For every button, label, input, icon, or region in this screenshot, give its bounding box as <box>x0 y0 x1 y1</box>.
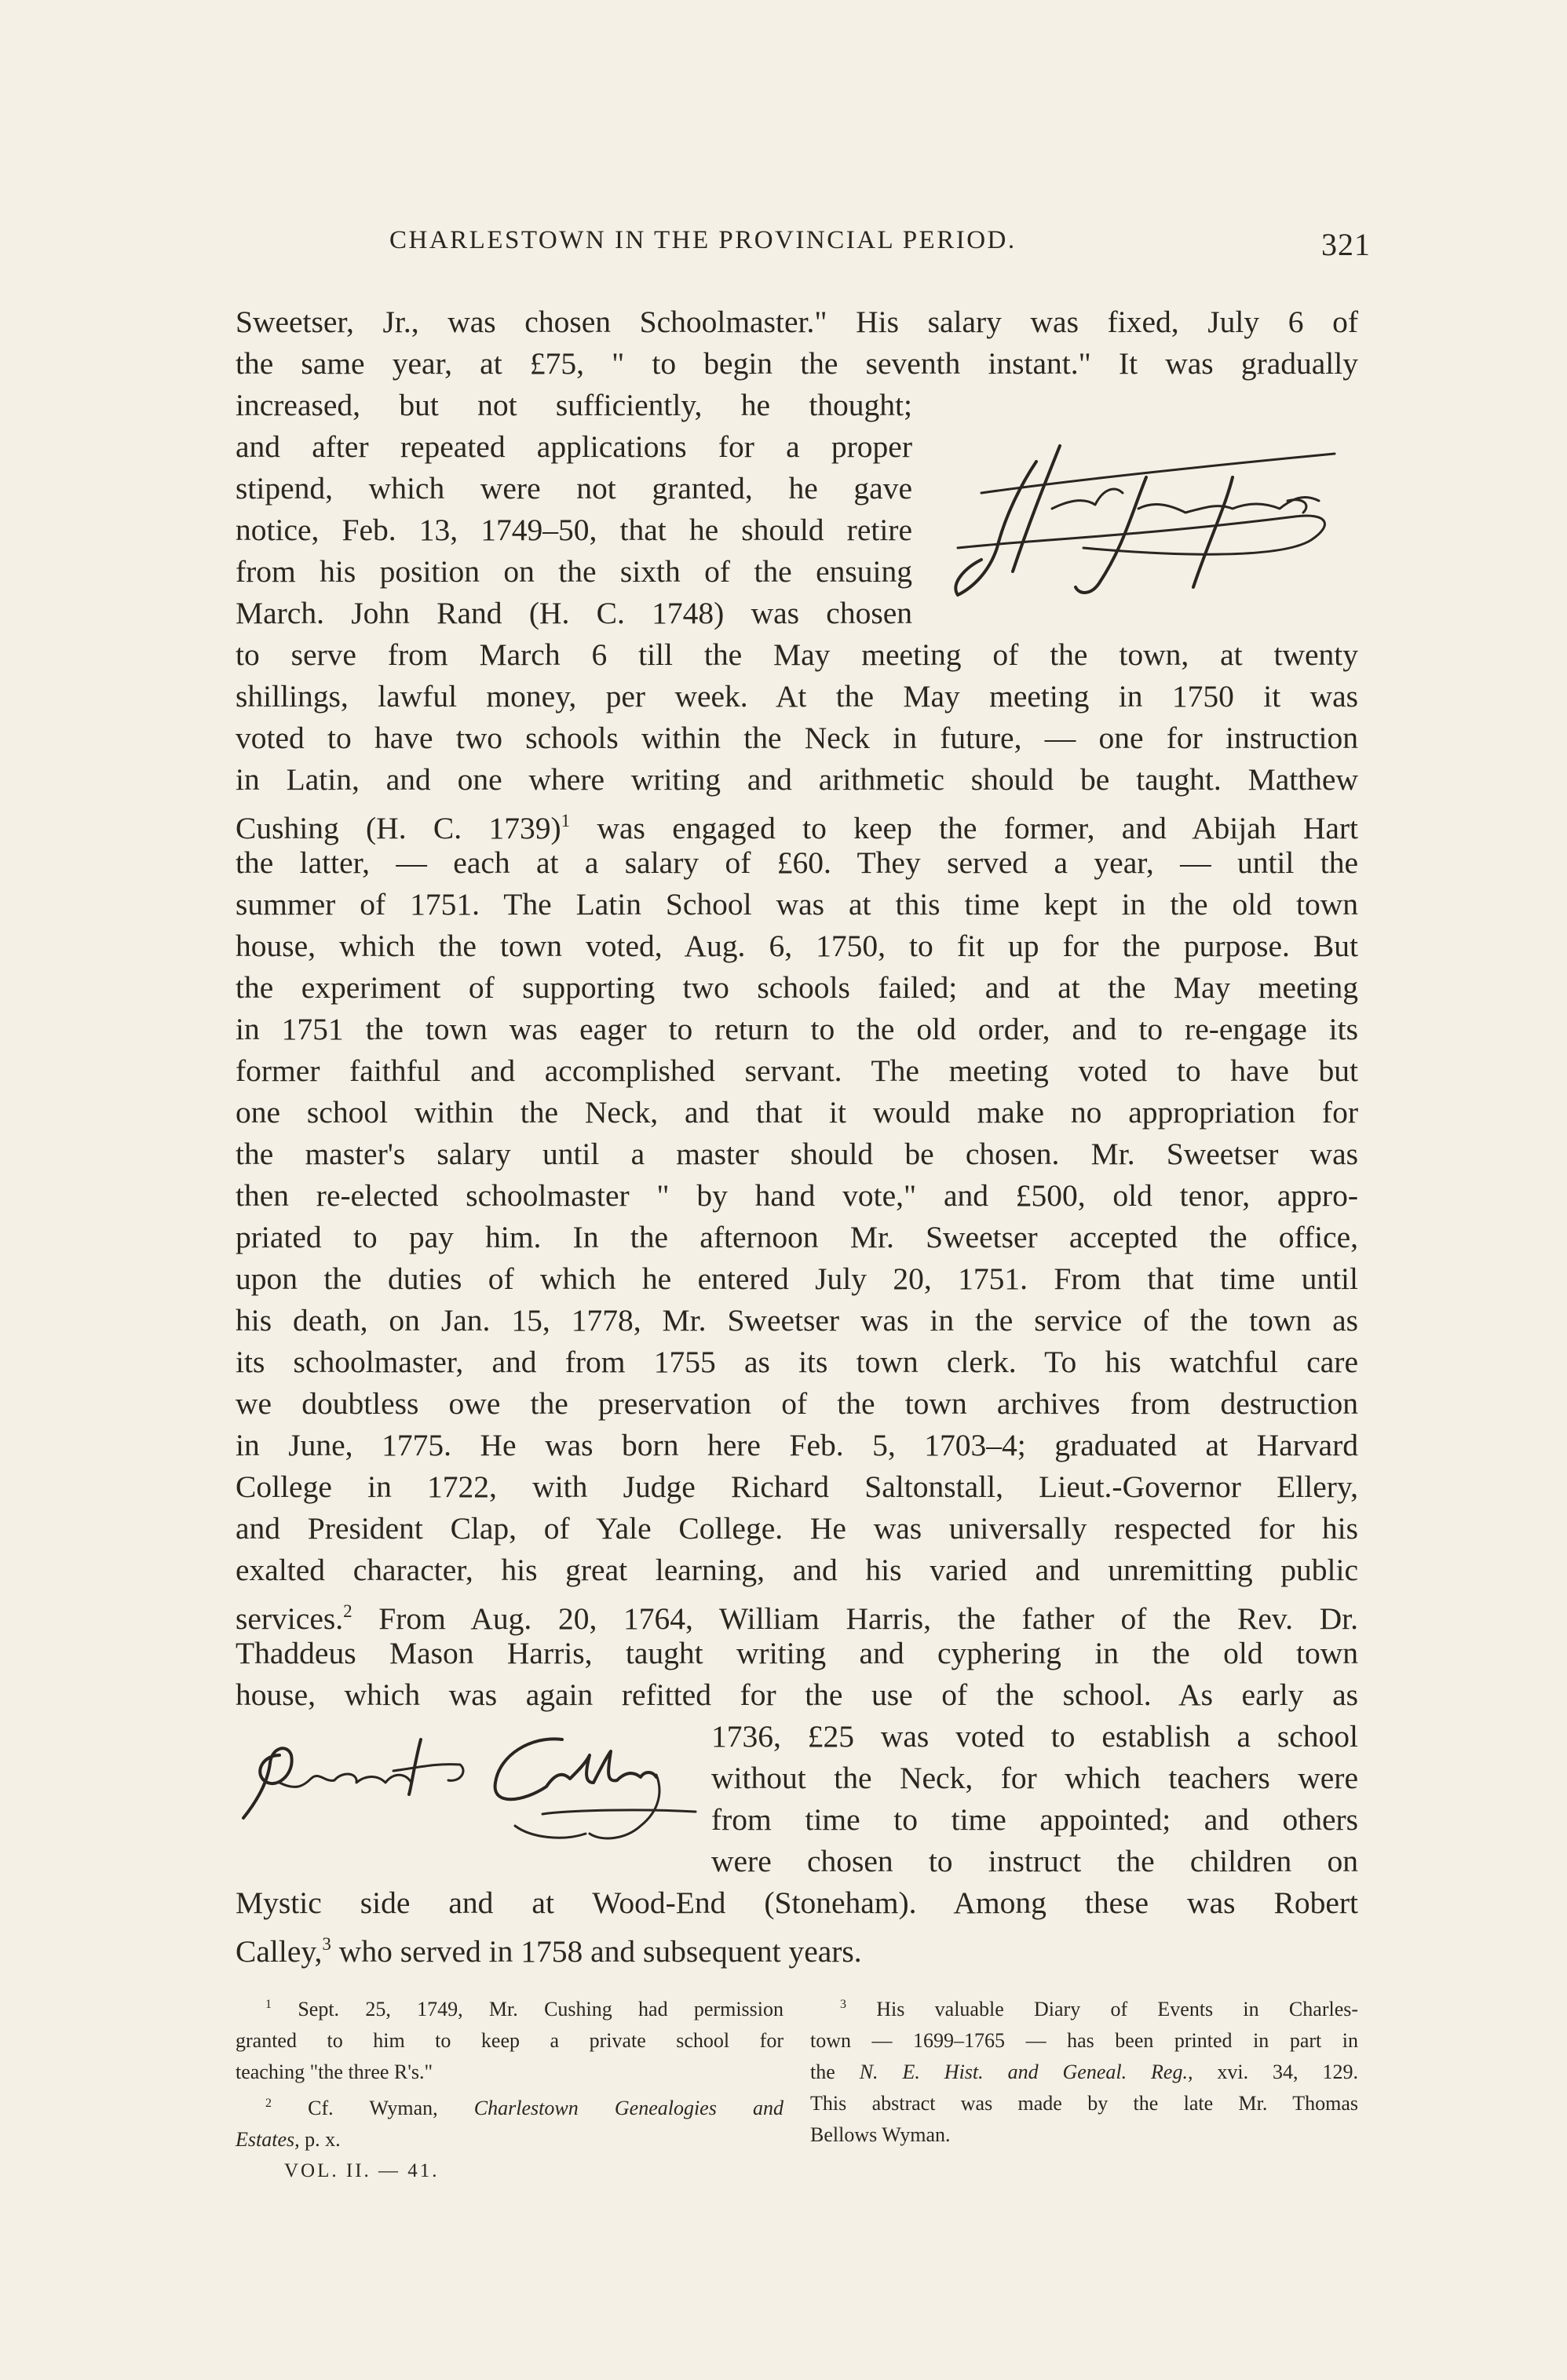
body-text: was engaged to keep the former, and Abijah Hart <box>597 811 1359 845</box>
body-line: summer of 1751. The Latin School was at this time kept in the old town <box>236 887 1358 922</box>
footnote-3-line <box>810 1989 1358 2025</box>
body-line-calley <box>236 1924 1358 1969</box>
body-line: the latter, — each at a salary of £60. They served a year, — until the <box>236 845 1358 880</box>
body-line: Thaddeus Mason Harris, taught writing and cyphering in the old town <box>236 1636 1358 1670</box>
body-line: without the Neck, for which teachers were <box>711 1761 1358 1795</box>
body-line: to serve from March 6 till the May meeting of the town, at twenty <box>236 637 1358 672</box>
footnote-ref: 1 <box>561 811 571 830</box>
body-line: former faithful and accomplished servant. The meeting voted to have but <box>236 1053 1358 1088</box>
running-head <box>389 226 1371 267</box>
footnote-marker: 2 <box>265 2097 272 2110</box>
body-line: its schoolmaster, and from 1755 as its town clerk. To his watchful care <box>236 1345 1358 1379</box>
body-line: College in 1722, with Judge Richard Saltonstall, Lieut.-Governor Ellery, <box>236 1469 1358 1504</box>
body-line: 1736, £25 was voted to establish a school <box>711 1719 1358 1754</box>
footnote-1-line: granted to him to keep a private school for <box>236 2029 784 2052</box>
footnote-italic: N. E. Hist. and Geneal. Reg., <box>859 2061 1193 2083</box>
body-line: stipend, which were not granted, he gave <box>236 471 912 506</box>
footnote-1-line: teaching "the three R's." <box>236 2061 433 2083</box>
footnote-text: Cf. Wyman, <box>308 2097 438 2119</box>
body-line-services <box>236 1591 1359 1636</box>
body-line: house, which was again refitted for the use of the school. As early as <box>236 1677 1358 1712</box>
footnote-italic: Estates, <box>236 2128 300 2151</box>
body-line: we doubtless owe the preservation of the town archives from destruction <box>236 1386 1358 1421</box>
footnote-1-line <box>236 1989 784 2025</box>
footnote-text: Sept. 25, 1749, Mr. Cushing had permission <box>298 1998 784 2020</box>
footnote-text: xvi. 34, 129. <box>1217 2061 1358 2083</box>
body-line: upon the duties of which he entered July 20, 1751. From that time until <box>236 1261 1358 1296</box>
body-line: March. John Rand (H. C. 1748) was chosen <box>236 596 912 630</box>
body-line: his death, on Jan. 15, 1778, Mr. Sweetser was in the service of the town as <box>236 1303 1358 1338</box>
body-line: in June, 1775. He was born here Feb. 5, 1703–4; graduated at Harvard <box>236 1428 1358 1462</box>
body-line: from time to time appointed; and others <box>711 1802 1358 1837</box>
body-line: exalted character, his great learning, and his varied and unremitting public <box>236 1553 1358 1587</box>
body-line-cushing <box>236 801 1359 845</box>
signature-robert-calley <box>232 1708 703 1865</box>
body-line: in Latin, and one where writing and arithmetic should be taught. Matthew <box>236 762 1358 797</box>
body-line: one school within the Neck, and that it would make no appropriation for <box>236 1095 1358 1130</box>
page-number: 321 <box>1321 227 1371 262</box>
footnotes-right <box>810 1989 1358 2151</box>
body-line: the same year, at £75, " to begin the seventh instant." It was gradually <box>236 346 1358 381</box>
body-line: from his position on the sixth of the ensuing <box>236 554 912 589</box>
footnote-ref: 3 <box>322 1934 331 1954</box>
body-text: who served in 1758 and subsequent years. <box>338 1934 862 1969</box>
body-text: Cushing (H. C. 1739) <box>236 811 561 845</box>
footnote-3-line: This abstract was made by the late Mr. Thomas <box>810 2092 1358 2115</box>
body-line: voted to have two schools within the Neck in future, — one for instruction <box>236 721 1358 755</box>
footnote-2-line <box>236 2124 784 2156</box>
footnote-text: the <box>810 2061 835 2083</box>
body-line: were chosen to instruct the children on <box>711 1844 1358 1878</box>
footnotes-left <box>236 1989 784 2187</box>
body-text: Calley, <box>236 1934 323 1969</box>
footnote-3-line: Bellows Wyman. <box>810 2123 951 2146</box>
body-line: the experiment of supporting two schools failed; and at the May meeting <box>236 970 1358 1005</box>
footnote-3-line: town — 1699–1765 — has been printed in part in <box>810 2029 1358 2052</box>
body-line: Mystic side and at Wood-End (Stoneham). Among these was Robert <box>236 1885 1358 1920</box>
body-line: and after repeated applications for a proper <box>236 429 912 464</box>
body-line: notice, Feb. 13, 1749–50, that he should retire <box>236 513 912 547</box>
body-line: and President Clap, of Yale College. He was universally respected for his <box>236 1511 1358 1546</box>
footnote-3-line <box>810 2057 1358 2088</box>
body-line: priated to pay him. In the afternoon Mr. Sweetser accepted the office, <box>236 1220 1358 1254</box>
body-line: shillings, lawful money, per week. At the May meeting in 1750 it was <box>236 679 1358 714</box>
signature-seth-sweetser <box>934 430 1358 603</box>
running-head-title: CHARLESTOWN IN THE PROVINCIAL PERIOD. <box>389 226 1017 254</box>
footnote-text: p. x. <box>305 2128 341 2151</box>
footnote-2-line <box>236 2088 784 2124</box>
body-line: then re-elected schoolmaster " by hand vote," and £500, old tenor, appro- <box>236 1178 1358 1213</box>
footnote-marker: 3 <box>840 1998 846 2011</box>
footnote-marker: 1 <box>265 1998 272 2011</box>
body-line: house, which the town voted, Aug. 6, 1750, to fit up for the purpose. But <box>236 929 1358 963</box>
body-text: services. <box>236 1601 344 1636</box>
body-line: Sweetser, Jr., was chosen Schoolmaster." His salary was fixed, July 6 of <box>236 305 1358 339</box>
footnote-ref: 2 <box>343 1601 352 1621</box>
body-text: From Aug. 20, 1764, William Harris, the father of the Rev. Dr. <box>378 1601 1359 1636</box>
body-line: the master's salary until a master should be chosen. Mr. Sweetser was <box>236 1137 1358 1171</box>
footnote-text: His valuable Diary of Events in Charles- <box>876 1998 1359 2020</box>
body-line: in 1751 the town was eager to return to the old order, and to re-engage its <box>236 1012 1358 1046</box>
body-line: increased, but not sufficiently, he thought; <box>236 388 912 422</box>
volume-signature: VOL. II. — 41. <box>284 2160 440 2181</box>
footnote-italic: Charlestown Genealogies and <box>473 2097 784 2119</box>
